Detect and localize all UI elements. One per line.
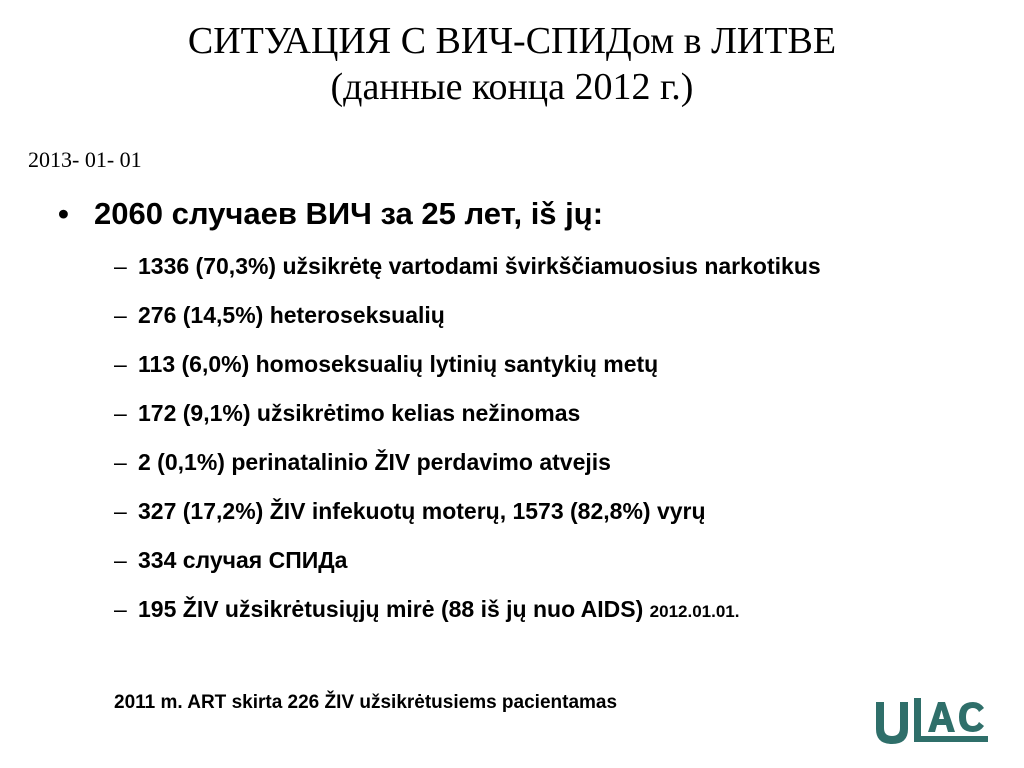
dash-marker: – [114, 400, 127, 426]
dash-marker: – [114, 351, 127, 377]
dash-marker: – [114, 498, 127, 524]
list-item-text: 172 (9,1%) užsikrėtimo kelias nežinomas [138, 400, 581, 426]
list-item [114, 595, 821, 644]
title-line-2: (данные конца 2012 г.) [330, 66, 694, 108]
list-item-text: 2 (0,1%) perinatalinio ŽIV perdavimo atvejis [138, 449, 611, 475]
list-item [114, 546, 821, 595]
list-item-text: 1336 (70,3%) užsikrėtę vartodami švirkščiamuosius narkotikus [138, 253, 821, 279]
list-item-text: 113 (6,0%) homoseksualių lytinių santykių metų [138, 351, 659, 377]
sub-bullet-list [114, 252, 821, 644]
bullet-marker: • [58, 196, 69, 231]
title-line-1: СИТУАЦИЯ С ВИЧ-СПИДом в ЛИТВЕ [187, 20, 837, 62]
footer-note: 2011 m. ART skirta 226 ŽIV užsikrėtusiems pacientamas [114, 692, 618, 713]
dash-marker: – [114, 596, 127, 622]
list-item-text: 334 случая СПИДа [138, 547, 348, 573]
list-item [114, 350, 821, 399]
main-bullet-text: 2060 случаев ВИЧ за 25 лет, iš jų: [94, 196, 604, 231]
list-item [114, 497, 821, 546]
dash-marker: – [114, 302, 127, 328]
slide-title [0, 18, 1024, 110]
list-item-date-suffix: 2012.01.01. [649, 602, 740, 621]
list-item-text: 327 (17,2%) ŽIV infekuotų moterų, 1573 (82,8%) vyrų [138, 498, 706, 524]
dash-marker: – [114, 547, 127, 573]
list-item-text: 195 ŽIV užsikrėtusiųjų mirė (88 iš jų nuo AIDS) [138, 596, 650, 622]
list-item-text: 276 (14,5%) heteroseksualių [138, 302, 445, 328]
main-bullet [58, 194, 603, 234]
dash-marker: – [114, 449, 127, 475]
list-item [114, 252, 821, 301]
ulac-logo [872, 696, 992, 748]
list-item [114, 399, 821, 448]
list-item [114, 301, 821, 350]
dash-marker: – [114, 253, 127, 279]
list-item [114, 448, 821, 497]
date-label: 2013- 01- 01 [28, 147, 142, 172]
